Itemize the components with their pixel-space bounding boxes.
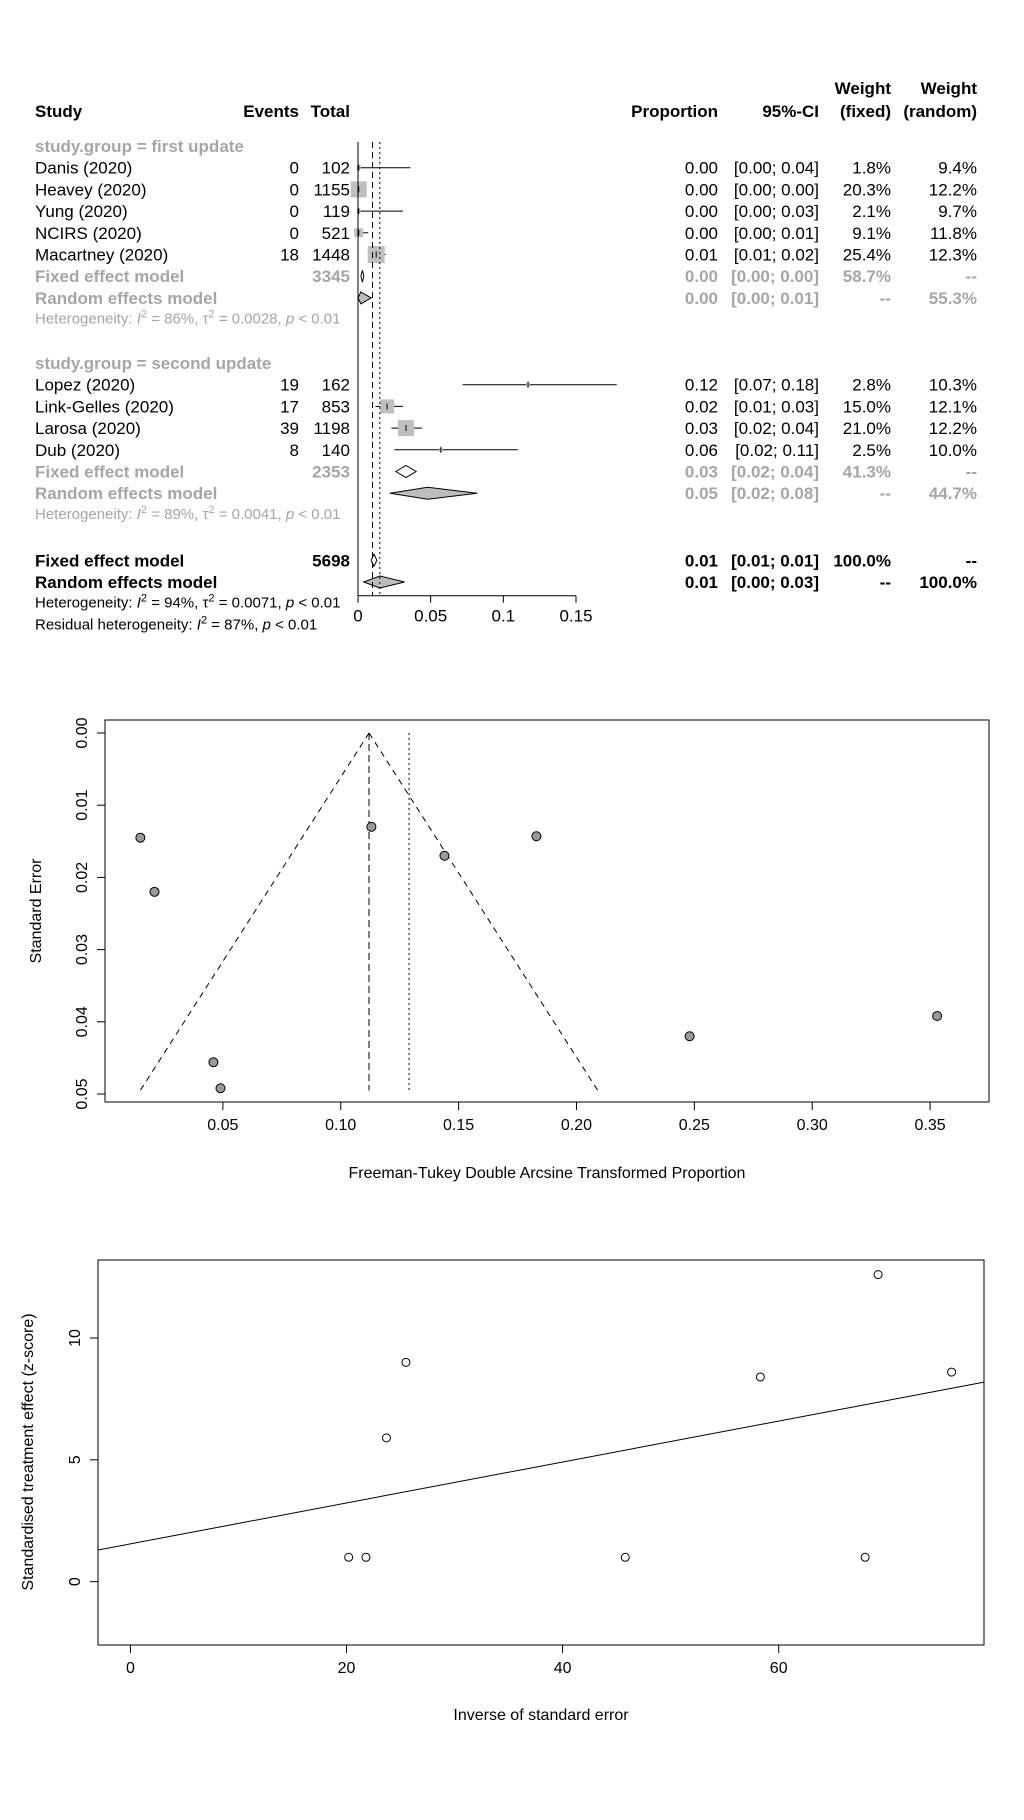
study-row-proportion: 0.00	[684, 158, 718, 178]
radial-x-tick-label: 40	[553, 1660, 572, 1677]
funnel-y-tick-label: 0.03	[74, 934, 91, 966]
residual-heterogeneity: Residual heterogeneity: $I^2 = 87\%$, p < 0.01	[35, 614, 318, 634]
study-row-label: Link-Gelles (2020)	[35, 397, 174, 417]
group-fixed-label: Fixed effect model	[35, 267, 185, 287]
study-row-events: 39	[280, 419, 299, 439]
study-row-label: Lopez (2020)	[35, 375, 136, 395]
overall-fixed-proportion: 0.01	[684, 551, 718, 571]
funnel-axes	[74, 717, 946, 1134]
group-fixed-diamond	[396, 466, 416, 478]
study-row-label: Dub (2020)	[35, 440, 121, 460]
funnel-x-tick-label: 0.05	[207, 1117, 239, 1134]
group-header: study.group = second update	[35, 354, 272, 373]
overall-random-diamond	[364, 576, 405, 588]
radial-point	[621, 1553, 629, 1561]
group-random-label: Random effects model	[35, 288, 218, 308]
study-row-ci: [0.07; 0.18]	[733, 375, 819, 395]
study-row-weight-random: 9.7%	[938, 202, 977, 222]
study-row-events: 0	[289, 180, 299, 200]
group-random-weight-random: 44.7%	[928, 484, 977, 504]
study-row-weight-random: 12.1%	[928, 397, 977, 417]
radial-x-tick-label: 60	[769, 1660, 788, 1677]
funnel-y-label: Standard Error	[28, 858, 45, 964]
funnel-right-limit	[369, 733, 598, 1090]
group-random-proportion: 0.00	[684, 288, 718, 308]
funnel-x-tick-label: 0.35	[914, 1117, 946, 1134]
funnel-point	[685, 1032, 694, 1041]
group-fixed-weight-fixed: 41.3%	[842, 462, 891, 482]
header-weight-random-bottom: (random)	[903, 102, 977, 121]
funnel-point	[532, 832, 541, 841]
forest-rows	[35, 137, 977, 633]
overall-random-ci: [0.00; 0.03]	[731, 573, 819, 592]
study-row-proportion: 0.00	[684, 202, 718, 222]
overall-fixed-weight-random: --	[965, 551, 977, 571]
header-proportion: Proportion	[631, 102, 718, 121]
header-total: Total	[310, 102, 350, 121]
study-row-total: 1198	[313, 419, 350, 439]
study-row-events: 0	[289, 158, 299, 178]
study-row-ci: [0.02; 0.11]	[735, 440, 819, 460]
funnel-x-tick-label: 0.10	[325, 1117, 357, 1134]
radial-axes	[67, 1329, 788, 1677]
overall-fixed-diamond	[371, 554, 377, 566]
funnel-y-tick-label: 0.04	[74, 1006, 91, 1038]
radial-x-tick-label: 0	[125, 1660, 135, 1677]
overall-heterogeneity: Heterogeneity: $I^2 = 94\%$, $\tau^2 = 0.0071$, p < 0.01	[35, 592, 341, 612]
radial-x-tick-label: 20	[337, 1660, 356, 1677]
study-row-ci: [0.00; 0.04]	[733, 158, 819, 178]
group-fixed-total: 2353	[312, 462, 350, 482]
study-row-total: 102	[321, 158, 350, 178]
group-fixed-label: Fixed effect model	[35, 462, 185, 482]
study-row-weight-fixed: 20.3%	[842, 180, 891, 200]
regression-line	[98, 1382, 984, 1550]
study-row-weight-fixed: 25.4%	[842, 245, 891, 265]
radial-point	[948, 1368, 956, 1376]
funnel-plot	[28, 717, 989, 1182]
funnel-x-tick-label: 0.15	[443, 1117, 475, 1134]
study-row-weight-random: 10.3%	[928, 375, 977, 395]
funnel-point	[150, 887, 159, 896]
funnel-y-tick-label: 0.00	[74, 717, 91, 749]
study-row-weight-random: 12.3%	[928, 245, 977, 265]
overall-random-weight-random: 100.0%	[919, 573, 977, 592]
group-fixed-ci: [0.02; 0.04]	[731, 462, 819, 482]
study-row-total: 853	[321, 397, 350, 417]
study-row-weight-fixed: 21.0%	[842, 419, 891, 439]
header-weight-fixed-bottom: (fixed)	[840, 102, 891, 121]
group-fixed-total: 3345	[312, 267, 350, 287]
forest-plot	[35, 79, 977, 633]
radial-points	[345, 1271, 956, 1562]
radial-regression-line	[98, 1382, 984, 1550]
funnel-x-tick-label: 0.20	[560, 1117, 593, 1134]
funnel-points	[136, 822, 942, 1092]
overall-fixed-label: Fixed effect model	[35, 551, 185, 571]
study-row-total: 119	[322, 202, 350, 222]
funnel-point	[136, 833, 145, 842]
funnel-y-tick-label: 0.05	[74, 1078, 91, 1110]
header-study: Study	[35, 102, 83, 121]
funnel-reference-lines	[140, 733, 597, 1090]
group-fixed-proportion: 0.03	[684, 462, 718, 482]
study-row-events: 18	[280, 245, 299, 265]
forest-x-tick-label: 0.05	[414, 606, 448, 626]
radial-y-tick-label: 10	[67, 1329, 84, 1347]
group-random-weight-random: 55.3%	[928, 288, 977, 308]
study-row-weight-random: 11.8%	[930, 223, 977, 243]
radial-y-tick-label: 0	[67, 1577, 84, 1587]
study-row-events: 0	[289, 223, 299, 243]
group-fixed-proportion: 0.00	[684, 267, 718, 287]
group-random-weight-fixed: --	[879, 288, 891, 308]
forest-x-tick-label: 0.1	[491, 606, 516, 626]
study-row-weight-fixed: 2.5%	[852, 440, 891, 460]
study-row-weight-fixed: 2.1%	[852, 202, 891, 222]
group-random-ci: [0.00; 0.01]	[731, 288, 819, 308]
study-row-total: 1448	[312, 245, 350, 265]
study-row-ci: [0.02; 0.04]	[733, 419, 819, 439]
funnel-x-tick-label: 0.30	[796, 1117, 828, 1134]
study-row-weight-fixed: 15.0%	[842, 397, 891, 417]
funnel-y-tick-label: 0.02	[74, 861, 91, 893]
group-fixed-ci: [0.00; 0.00]	[731, 267, 819, 287]
group-random-proportion: 0.05	[684, 484, 718, 504]
study-row-ci: [0.00; 0.01]	[733, 223, 819, 243]
header-events: Events	[243, 102, 299, 121]
study-row-total: 162	[321, 375, 350, 395]
overall-random-weight-fixed: --	[879, 573, 891, 592]
study-row-weight-random: 12.2%	[928, 180, 977, 200]
group-fixed-weight-random: --	[965, 267, 977, 287]
radial-point	[402, 1358, 410, 1366]
study-row-label: Yung (2020)	[35, 202, 128, 222]
radial-plot	[20, 1260, 984, 1724]
study-row-weight-random: 9.4%	[938, 158, 977, 178]
radial-plot-frame	[98, 1260, 984, 1645]
group-heterogeneity: Heterogeneity: $I^2 = 89\%$, $\tau^2 = 0.0041$, p < 0.01	[35, 503, 341, 523]
radial-y-label: Standardised treatment effect (z-score)	[20, 1313, 37, 1591]
group-fixed-weight-random: --	[965, 462, 977, 482]
study-row-label: Heavey (2020)	[35, 180, 147, 200]
study-row-label: Danis (2020)	[35, 158, 133, 178]
group-fixed-diamond	[361, 270, 364, 282]
study-row-weight-fixed: 9.1%	[852, 223, 891, 243]
forest-x-axis	[353, 142, 592, 626]
overall-fixed-ci: [0.01; 0.01]	[731, 551, 819, 571]
study-row-proportion: 0.00	[684, 223, 718, 243]
study-row-total: 1155	[313, 180, 350, 200]
funnel-point	[216, 1084, 225, 1093]
study-row-events: 19	[280, 375, 299, 395]
study-row-label: Larosa (2020)	[35, 419, 141, 439]
radial-y-tick-label: 5	[67, 1455, 84, 1465]
radial-x-label: Inverse of standard error	[453, 1707, 629, 1724]
group-header: study.group = first update	[35, 137, 244, 156]
study-row-proportion: 0.02	[684, 397, 718, 417]
study-row-weight-random: 12.2%	[928, 419, 977, 439]
header-weight-fixed-top: Weight	[834, 79, 891, 98]
group-random-weight-fixed: --	[879, 484, 891, 504]
group-random-diamond	[358, 292, 371, 304]
funnel-left-limit	[140, 733, 369, 1090]
funnel-x-tick-label: 0.25	[678, 1117, 710, 1134]
header-weight-random-top: Weight	[920, 79, 977, 98]
radial-point	[345, 1553, 353, 1561]
study-row-weight-random: 10.0%	[928, 440, 977, 460]
study-row-events: 8	[289, 440, 299, 460]
overall-random-proportion: 0.01	[684, 573, 718, 592]
study-row-total: 140	[321, 440, 350, 460]
header-ci: 95%-CI	[762, 102, 819, 121]
overall-fixed-total: 5698	[312, 551, 350, 571]
study-row-weight-fixed: 1.8%	[852, 158, 891, 178]
group-fixed-weight-fixed: 58.7%	[842, 267, 891, 287]
funnel-plot-frame	[105, 720, 989, 1102]
radial-point	[874, 1271, 882, 1279]
radial-point	[362, 1553, 370, 1561]
study-row-events: 0	[289, 202, 299, 222]
radial-point	[382, 1434, 390, 1442]
funnel-y-tick-label: 0.01	[74, 789, 91, 821]
forest-x-tick-label: 0	[353, 606, 363, 626]
study-row-ci: [0.00; 0.00]	[733, 180, 819, 200]
overall-random-label: Random effects model	[35, 573, 218, 592]
study-row-proportion: 0.12	[684, 375, 718, 395]
study-row-events: 17	[280, 397, 299, 417]
funnel-point	[933, 1012, 942, 1021]
study-row-ci: [0.01; 0.03]	[733, 397, 819, 417]
group-random-label: Random effects model	[35, 484, 218, 504]
funnel-point	[209, 1058, 218, 1067]
study-row-total: 521	[321, 223, 350, 243]
study-row-weight-fixed: 2.8%	[852, 375, 891, 395]
forest-x-tick-label: 0.15	[559, 606, 593, 626]
study-row-proportion: 0.00	[684, 180, 718, 200]
radial-point	[756, 1373, 764, 1381]
radial-point	[861, 1553, 869, 1561]
study-row-proportion: 0.01	[684, 245, 718, 265]
study-row-proportion: 0.03	[684, 419, 718, 439]
funnel-point	[440, 851, 449, 860]
group-heterogeneity: Heterogeneity: $I^2 = 86\%$, $\tau^2 = 0.0028$, p < 0.01	[35, 308, 341, 328]
study-row-ci: [0.00; 0.03]	[733, 202, 819, 222]
study-row-proportion: 0.06	[684, 440, 718, 460]
study-row-label: Macartney (2020)	[35, 245, 169, 265]
overall-fixed-weight-fixed: 100.0%	[833, 551, 891, 571]
study-row-ci: [0.01; 0.02]	[733, 245, 819, 265]
funnel-point	[367, 822, 376, 831]
funnel-x-label: Freeman-Tukey Double Arcsine Transformed Proportion	[348, 1165, 746, 1182]
study-row-label: NCIRS (2020)	[35, 223, 142, 243]
group-random-diamond	[390, 487, 477, 499]
group-random-ci: [0.02; 0.08]	[731, 484, 819, 504]
